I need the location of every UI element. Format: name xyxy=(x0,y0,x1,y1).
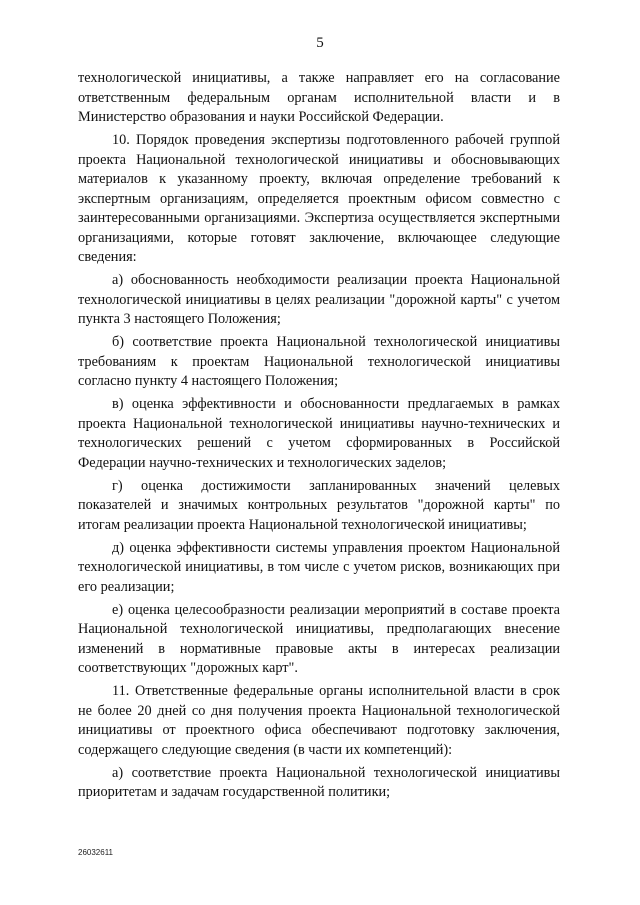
subitem-10-g: г) оценка достижимости запланированных значений целевых показателей и значимых контрольных результатов "дорожной карты" по итогам реализации проекта Национальной технологической инициативы; xyxy=(78,477,560,533)
paragraph-item-11: 11. Ответственные федеральные органы исполнительной власти в срок не более 20 дней со дня получения проекта Национальной технологической инициативы от проектного офиса обеспечивают подготовку заключения, содержащего следующие сведения (в части их компетенций): xyxy=(78,683,560,758)
document-body xyxy=(78,69,560,806)
paragraph-continuation: технологической инициативы, а также направляет его на согласование ответственным федеральным органам исполнительной власти и в Министерство образования и науки Российской Федерации. xyxy=(78,70,560,125)
subitem-10-b: б) соответствие проекта Национальной технологической инициативы требованиям к проектам Национальной технологической инициативы согласно пункту 4 настоящего Положения; xyxy=(78,334,560,389)
paragraph-item-10: 10. Порядок проведения экспертизы подготовленного рабочей группой проекта Национальной технологической инициативы и обосновывающих материалов к указанному проекту, включая определение требований к экспертным организациям, определяется проектным офисом совместно с заинтересованными организациями. Экспертиза осуществляется экспертными организациями, которые готовят заключение, включающее следующие сведения: xyxy=(78,132,560,265)
subitem-10-d: д) оценка эффективности системы управления проектом Национальной технологической инициативы, в том числе с учетом рисков, возникающих при его реализации; xyxy=(78,539,560,595)
document-code: 26032611 xyxy=(78,848,113,857)
page-number: 5 xyxy=(316,35,324,51)
subitem-10-a: а) обоснованность необходимости реализации проекта Национальной технологической инициативы в целях реализации "дорожной карты" с учетом пункта 3 настоящего Положения; xyxy=(78,272,560,327)
subitem-10-v: в) оценка эффективности и обоснованности предлагаемых в рамках проекта Национальной технологической инициативы научно-технических и технологических решений с учетом сформированных в Российской Федерации научно-технических и технологических заделов; xyxy=(78,396,560,471)
subitem-11-a: а) соответствие проекта Национальной технологической инициативы приоритетам и задачам государственной политики; xyxy=(78,764,560,800)
subitem-10-e: е) оценка целесообразности реализации мероприятий в составе проекта Национальной технологической инициативы, предполагающих внесение изменений в нормативные правовые акты в интересах реализации соответствующих "дорожных карт". xyxy=(78,601,560,676)
